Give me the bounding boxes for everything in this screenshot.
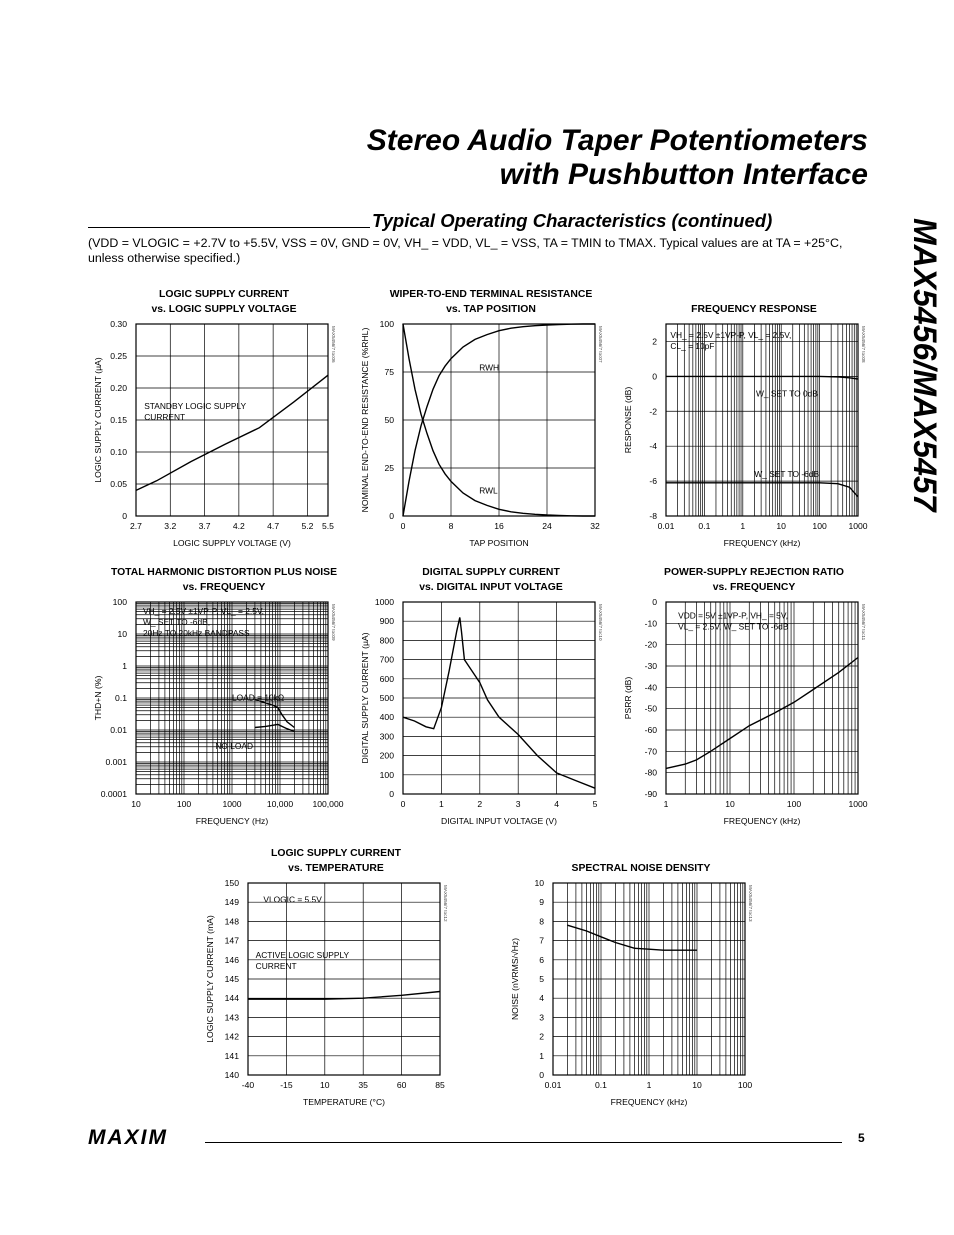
x-tick-label: 60 bbox=[396, 1080, 407, 1090]
y-tick-label: 0.05 bbox=[110, 479, 127, 489]
y-tick-label: 0 bbox=[389, 789, 394, 799]
y-tick-label: 0 bbox=[652, 371, 657, 382]
x-tick-label: 24 bbox=[542, 521, 552, 531]
annotation: VDD = 5V ±1VP-P, VH_ = 5V, bbox=[678, 610, 788, 621]
y-axis-label: LOGIC SUPPLY CURRENT (mA) bbox=[205, 915, 215, 1043]
x-tick-label: 35 bbox=[358, 1080, 368, 1090]
y-tick-label: -20 bbox=[644, 639, 657, 650]
y-axis-label: THD+N (%) bbox=[93, 675, 103, 721]
y-tick-label: 143 bbox=[224, 1012, 239, 1023]
grid bbox=[666, 324, 858, 516]
x-tick-label: 32 bbox=[590, 521, 600, 531]
x-axis-label: FREQUENCY (kHz) bbox=[723, 816, 801, 826]
y-tick-label: 7 bbox=[539, 935, 544, 946]
conditions-line-1: (VDD = VLOGIC = +2.7V to +5.5V, VSS = 0V, GND = 0V, VH_ = VDD, VL_ = VSS, TA = TMIN to TMAX. Typical values are at TA = +25°C, bbox=[88, 236, 843, 250]
x-tick-label: 4.2 bbox=[232, 521, 245, 531]
y-tick-label: 144 bbox=[224, 993, 239, 1004]
chart-title: vs. FREQUENCY bbox=[182, 582, 266, 593]
y-tick-label: 0.10 bbox=[110, 447, 127, 457]
annotation: W_ SET TO 0dB bbox=[755, 388, 818, 399]
y-tick-label: 400 bbox=[379, 712, 394, 723]
y-tick-label: 8 bbox=[539, 916, 544, 927]
y-tick-label: -10 bbox=[644, 618, 657, 629]
y-tick-label: 3 bbox=[539, 1012, 544, 1023]
chart-logic-supply-vs-temperature bbox=[200, 843, 460, 1113]
x-tick-label: 100 bbox=[176, 799, 192, 809]
y-tick-label: 900 bbox=[379, 616, 394, 627]
x-tick-label: 1000 bbox=[222, 799, 242, 809]
x-axis-label: FREQUENCY (kHz) bbox=[610, 1097, 688, 1107]
x-tick-label: 3.7 bbox=[198, 521, 211, 531]
x-axis-label: TEMPERATURE (°C) bbox=[302, 1097, 386, 1107]
annotation: NO LOAD bbox=[215, 741, 254, 752]
footer-rule bbox=[205, 1142, 842, 1143]
annotation: VLOGIC = 5.5V bbox=[263, 894, 322, 905]
x-tick-label: 8 bbox=[448, 521, 454, 531]
y-axis-label: RESPONSE (dB) bbox=[623, 386, 633, 454]
annotation: 20Hz TO 20kHz BANDPASS bbox=[143, 627, 250, 638]
x-tick-label: 4 bbox=[554, 799, 559, 809]
chart-wiper-resistance-vs-tap bbox=[355, 284, 615, 554]
chart-title: LOGIC SUPPLY CURRENT bbox=[159, 289, 289, 300]
chart-title: SPECTRAL NOISE DENSITY bbox=[571, 863, 711, 874]
annotation: ACTIVE LOGIC SUPPLY bbox=[255, 950, 350, 961]
y-tick-label: 150 bbox=[224, 878, 239, 888]
x-tick-label: 0.01 bbox=[544, 1080, 562, 1090]
chart-svg bbox=[505, 843, 765, 1113]
grid bbox=[403, 602, 595, 794]
chart-tag: MAX5456/7 toc12 bbox=[443, 885, 448, 922]
y-tick-label: 6 bbox=[539, 954, 544, 965]
annotation: VH_ = 2.5V ±1VP-P, VL_ = 2.5V, bbox=[143, 605, 265, 616]
y-tick-label: 0.30 bbox=[110, 319, 127, 329]
x-tick-label: 0.1 bbox=[698, 521, 711, 531]
x-tick-label: 1000 bbox=[848, 799, 868, 809]
chart-tag: MAX5456/7 toc11 bbox=[861, 604, 866, 641]
chart-tag: MAX5456/7 toc07 bbox=[598, 326, 603, 363]
side-part-number bbox=[906, 218, 950, 548]
annotation: VL_ = 2.5V, W_ SET TO -6dB bbox=[678, 621, 789, 632]
x-axis-label: DIGITAL INPUT VOLTAGE (V) bbox=[440, 816, 558, 826]
grid bbox=[403, 324, 595, 516]
y-tick-label: 300 bbox=[379, 731, 394, 742]
y-tick-label: 0 bbox=[652, 597, 657, 607]
x-tick-label: 5 bbox=[592, 799, 598, 809]
y-tick-label: 0.001 bbox=[105, 757, 127, 767]
annotation: W_ SET TO -6dB, bbox=[143, 616, 211, 627]
x-axis-label: LOGIC SUPPLY VOLTAGE (V) bbox=[173, 538, 291, 548]
chart-svg bbox=[88, 562, 348, 832]
chart-svg bbox=[618, 284, 878, 554]
y-tick-label: 0.1 bbox=[115, 693, 127, 703]
y-tick-label: 1000 bbox=[374, 597, 394, 607]
x-tick-label: 1 bbox=[439, 799, 444, 809]
y-tick-label: 9 bbox=[539, 897, 544, 908]
x-tick-label: 0 bbox=[400, 521, 406, 531]
x-tick-label: 2 bbox=[477, 799, 483, 809]
y-tick-label: 0 bbox=[122, 511, 127, 521]
y-tick-label: -30 bbox=[644, 661, 657, 671]
y-tick-label: 200 bbox=[379, 750, 394, 761]
y-tick-label: 100 bbox=[112, 597, 127, 607]
maxim-logo bbox=[88, 1127, 200, 1152]
y-tick-label: 800 bbox=[379, 635, 394, 646]
chart-title: POWER-SUPPLY REJECTION RATIO bbox=[664, 567, 844, 578]
title-line-2: with Pushbutton Interface bbox=[499, 158, 868, 191]
x-tick-label: -40 bbox=[241, 1080, 255, 1090]
y-axis-label: DIGITAL SUPPLY CURRENT (µA) bbox=[360, 632, 370, 764]
y-tick-label: 140 bbox=[224, 1070, 239, 1080]
y-tick-label: -8 bbox=[649, 511, 657, 521]
chart-svg bbox=[355, 562, 615, 832]
x-tick-label: 5.5 bbox=[322, 521, 334, 531]
annotation: STANDBY LOGIC SUPPLY bbox=[144, 400, 247, 411]
annotation: VH_ = 2.5V ±1VP-P, VL_ = 2.5V, bbox=[670, 330, 792, 341]
y-tick-label: 2 bbox=[652, 336, 657, 347]
y-tick-label: 0.20 bbox=[110, 383, 127, 393]
conditions-line-2: unless otherwise specified.) bbox=[88, 251, 241, 265]
y-tick-label: 25 bbox=[384, 463, 394, 473]
x-tick-label: 1 bbox=[740, 521, 746, 531]
series-line bbox=[403, 617, 595, 788]
y-tick-label: 142 bbox=[224, 1031, 239, 1042]
y-tick-label: 0.01 bbox=[110, 725, 127, 735]
series-line bbox=[136, 375, 328, 490]
y-axis-label: LOGIC SUPPLY CURRENT (µA) bbox=[93, 357, 103, 483]
x-tick-label: 3 bbox=[515, 799, 521, 809]
y-tick-label: 149 bbox=[224, 897, 239, 908]
y-tick-label: 1 bbox=[122, 661, 127, 671]
y-axis-label: PSRR (dB) bbox=[623, 676, 633, 720]
chart-title: vs. LOGIC SUPPLY VOLTAGE bbox=[151, 304, 297, 315]
y-tick-label: -70 bbox=[644, 746, 657, 757]
x-tick-label: 10,000 bbox=[266, 799, 294, 809]
x-tick-label: 0 bbox=[400, 799, 406, 809]
annotation: RWL bbox=[479, 485, 498, 496]
annotation: RWH bbox=[479, 362, 500, 373]
chart-svg bbox=[200, 843, 460, 1113]
y-axis-label: NOISE (nVRMS/√Hz) bbox=[510, 937, 520, 1021]
x-tick-label: 85 bbox=[435, 1080, 445, 1090]
chart-frequency-response bbox=[618, 284, 878, 554]
chart-spectral-noise-density bbox=[505, 843, 765, 1113]
plot-frame bbox=[666, 324, 858, 516]
y-tick-label: 147 bbox=[224, 935, 239, 946]
chart-title: vs. DIGITAL INPUT VOLTAGE bbox=[419, 582, 563, 593]
y-tick-label: 100 bbox=[379, 769, 394, 780]
x-tick-label: 2.7 bbox=[130, 521, 142, 531]
annotation: LOAD = 10kΩ bbox=[232, 692, 285, 703]
chart-title: vs. TEMPERATURE bbox=[288, 863, 384, 874]
y-tick-label: 145 bbox=[224, 974, 239, 984]
series-line bbox=[666, 658, 858, 769]
x-axis-label: FREQUENCY (kHz) bbox=[723, 538, 801, 548]
y-tick-label: 4 bbox=[539, 993, 544, 1004]
y-tick-label: 600 bbox=[379, 673, 394, 684]
x-axis-label: TAP POSITION bbox=[469, 538, 529, 548]
chart-title: TOTAL HARMONIC DISTORTION PLUS NOISE bbox=[110, 567, 338, 578]
x-tick-label: 10 bbox=[320, 1080, 330, 1090]
page-number: 5 bbox=[858, 1131, 865, 1145]
x-tick-label: 4.7 bbox=[267, 521, 280, 531]
y-tick-label: 141 bbox=[224, 1050, 239, 1061]
x-tick-label: 100,000 bbox=[312, 799, 344, 809]
chart-title: WIPER-TO-END TERMINAL RESISTANCE bbox=[389, 289, 593, 300]
annotation: CL_ = 10pF bbox=[670, 341, 715, 352]
y-tick-label: 0.15 bbox=[110, 415, 127, 425]
grid bbox=[248, 883, 440, 1075]
x-tick-label: 100 bbox=[737, 1080, 753, 1090]
y-tick-label: -6 bbox=[649, 476, 657, 487]
x-tick-label: 10 bbox=[692, 1080, 702, 1090]
chart-tag: MAX5456/7 toc06 bbox=[331, 326, 336, 363]
chart-tag: MAX5456/7 toc09 bbox=[331, 604, 336, 641]
chart-thd-vs-frequency bbox=[88, 562, 348, 832]
y-tick-label: -90 bbox=[644, 789, 657, 799]
y-tick-label: -80 bbox=[644, 767, 657, 778]
x-tick-label: -15 bbox=[280, 1080, 293, 1090]
x-tick-label: 1000 bbox=[848, 521, 868, 531]
page-title bbox=[150, 124, 868, 192]
x-tick-label: 0.1 bbox=[595, 1080, 607, 1090]
chart-svg bbox=[88, 284, 348, 554]
y-tick-label: 0 bbox=[389, 511, 394, 521]
y-tick-label: -2 bbox=[649, 406, 657, 417]
chart-tag: MAX5456/7 toc08 bbox=[861, 326, 866, 363]
chart-svg bbox=[355, 284, 615, 554]
chart-title: DIGITAL SUPPLY CURRENT bbox=[422, 567, 560, 578]
y-tick-label: 10 bbox=[117, 629, 127, 639]
y-tick-label: 500 bbox=[379, 693, 394, 703]
y-tick-label: 50 bbox=[384, 415, 394, 425]
section-title: Typical Operating Characteristics (continued) bbox=[372, 210, 773, 231]
grid bbox=[553, 883, 745, 1075]
x-axis-label: FREQUENCY (Hz) bbox=[195, 816, 269, 826]
series-line bbox=[666, 376, 858, 379]
y-tick-label: 5 bbox=[539, 974, 544, 984]
y-tick-label: 10 bbox=[534, 878, 544, 888]
y-tick-label: 0.25 bbox=[110, 351, 127, 361]
chart-title: vs. FREQUENCY bbox=[712, 582, 796, 593]
title-line-1: Stereo Audio Taper Potentiometers bbox=[366, 124, 868, 157]
x-tick-label: 10 bbox=[776, 521, 786, 531]
y-tick-label: 148 bbox=[224, 916, 239, 927]
x-tick-label: 1 bbox=[663, 799, 669, 809]
x-tick-label: 16 bbox=[494, 521, 504, 531]
chart-psrr-vs-frequency bbox=[618, 562, 878, 832]
conditions-text bbox=[88, 236, 868, 266]
annotation: W_ SET TO -6dB bbox=[754, 468, 820, 479]
x-tick-label: 3.2 bbox=[164, 521, 177, 531]
y-tick-label: 75 bbox=[384, 367, 394, 377]
annotation: CURRENT bbox=[144, 411, 186, 422]
x-tick-label: 0.01 bbox=[657, 521, 675, 531]
side-part-number-text: MAX5456/MAX5457 bbox=[907, 218, 943, 512]
x-tick-label: 100 bbox=[812, 521, 827, 531]
chart-title: LOGIC SUPPLY CURRENT bbox=[271, 848, 401, 859]
x-tick-label: 10 bbox=[131, 799, 141, 809]
chart-logic-supply-vs-voltage bbox=[88, 284, 348, 554]
series-line bbox=[666, 483, 858, 497]
maxim-logo-text: MAXIM bbox=[88, 1127, 168, 1147]
y-tick-label: 0.0001 bbox=[100, 789, 127, 799]
y-tick-label: -4 bbox=[649, 441, 657, 452]
y-axis-label: NOMINAL END-TO-END RESISTANCE (%RHL) bbox=[360, 327, 370, 513]
y-tick-label: -50 bbox=[644, 703, 657, 714]
x-tick-label: 10 bbox=[725, 799, 735, 809]
y-tick-label: 2 bbox=[539, 1031, 544, 1042]
y-tick-label: 700 bbox=[379, 654, 394, 665]
chart-tag: MAX5456/7 toc10 bbox=[598, 604, 603, 641]
chart-svg bbox=[618, 562, 878, 832]
chart-digital-supply-vs-input bbox=[355, 562, 615, 832]
x-tick-label: 1 bbox=[646, 1080, 652, 1090]
annotation: CURRENT bbox=[255, 961, 297, 972]
y-tick-label: 100 bbox=[379, 319, 394, 329]
x-tick-label: 100 bbox=[786, 799, 802, 809]
chart-title: vs. TAP POSITION bbox=[446, 304, 536, 315]
chart-title: FREQUENCY RESPONSE bbox=[691, 304, 817, 315]
y-tick-label: 0 bbox=[539, 1070, 544, 1080]
section-rule bbox=[88, 227, 370, 228]
y-tick-label: -40 bbox=[644, 682, 657, 693]
y-tick-label: 146 bbox=[224, 954, 239, 965]
y-tick-label: 1 bbox=[539, 1050, 544, 1061]
chart-tag: MAX5456/7 toc13 bbox=[748, 885, 753, 922]
y-tick-label: -60 bbox=[644, 725, 657, 735]
x-tick-label: 5.2 bbox=[301, 521, 314, 531]
